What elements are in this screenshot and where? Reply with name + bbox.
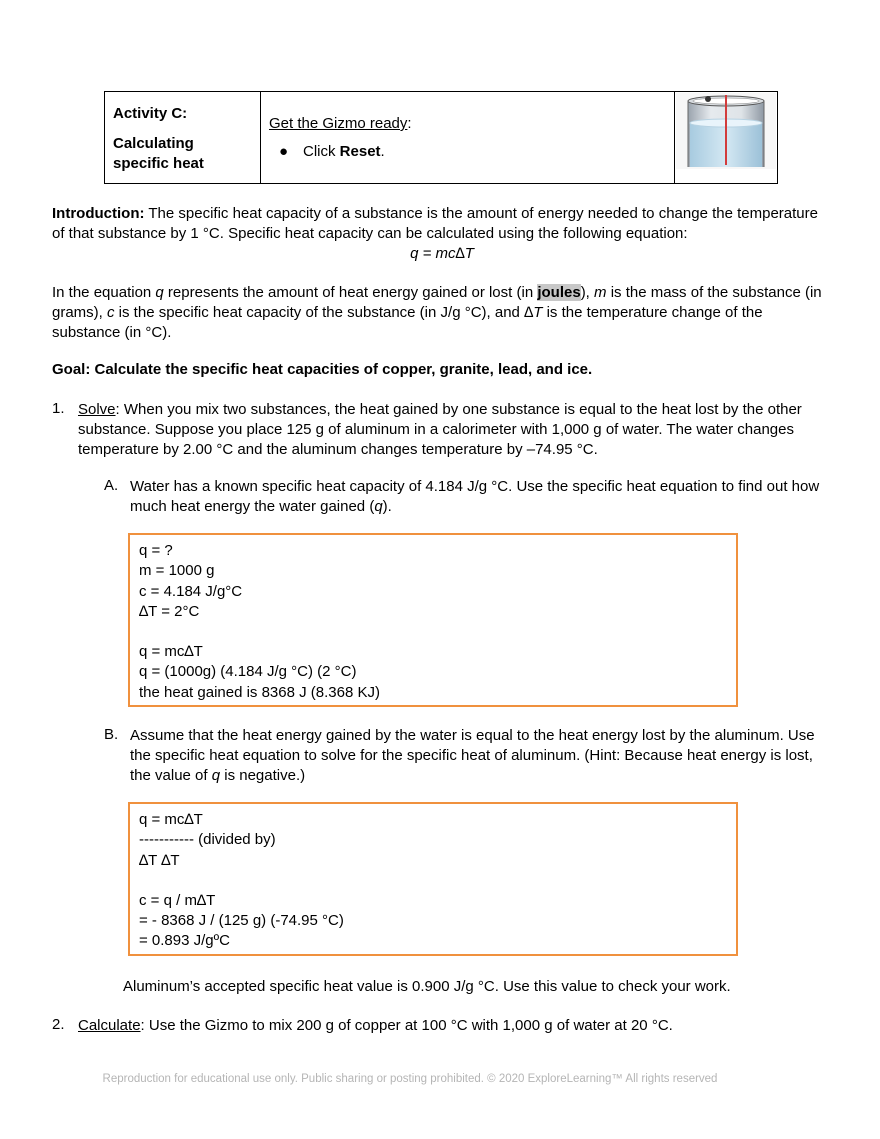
goal-statement: Goal: Calculate the specific heat capacities of copper, granite, lead, and ice. <box>52 361 593 378</box>
answer-line: = - 8368 J / (125 g) (-74.95 °C) <box>139 912 344 930</box>
var-delta-t: ∆T <box>524 304 543 321</box>
bullet-suffix: . <box>380 143 385 160</box>
q1a-body <box>130 477 830 517</box>
q1b-body <box>130 726 830 786</box>
q1-number: 1. <box>52 400 65 417</box>
bullet-dot-icon: ● <box>279 143 289 160</box>
expl-text-2: represents the amount of heat energy gained or lost (in <box>163 284 538 301</box>
q1-body <box>78 400 838 460</box>
introduction-paragraph <box>52 204 832 264</box>
q1b-text-1: Assume that the heat energy gained by the water is equal to the heat energy lost by the aluminum. Use the specific heat equation to solve for the specific heat of aluminum. (Hint: Because heat energy is lost, the value of <box>130 727 815 784</box>
answer-line: = 0.893 J/gºC <box>139 932 230 950</box>
activity-title-line1: Calculating <box>113 135 194 152</box>
q2-label: Calculate <box>78 1017 141 1034</box>
calorimeter-image-cell <box>675 92 777 183</box>
answer-line: ∆T ∆T <box>139 851 180 869</box>
q1-text: : When you mix two substances, the heat gained by one substance is equal to the heat lost by the other substance. Suppose you place 125 g of aluminum in a calorimeter with 1,000 g of water. The water changes temperature by 2.00 °C and the aluminum changes temperature by –74.95 °C. <box>78 401 802 458</box>
equation <box>52 244 832 264</box>
answer-blank-line <box>139 871 727 891</box>
q1a-var-q: q <box>374 498 383 515</box>
activity-prep-cell <box>261 92 675 183</box>
prep-bullet <box>269 142 666 162</box>
answer-line: the heat gained is 8368 J (8.368 KJ) <box>139 683 380 701</box>
activity-title-line2: specific heat <box>113 155 204 172</box>
expl-text-3: ), <box>580 284 595 301</box>
prep-heading-row <box>269 114 666 134</box>
q1b-var-q: q <box>211 767 221 784</box>
q1b-answer-box[interactable] <box>128 802 738 956</box>
answer-line: ∆T = 2°C <box>139 602 200 620</box>
bullet-prefix: Click <box>303 143 340 160</box>
activity-header-table <box>104 91 778 184</box>
reset-keyword: Reset <box>339 143 381 160</box>
calorimeter-icon <box>676 93 776 169</box>
activity-label: Activity C: <box>113 105 188 122</box>
equation-explanation <box>52 283 832 343</box>
aluminum-note: Aluminum’s accepted specific heat value is 0.900 J/g °C. Use this value to check your work. <box>123 978 731 995</box>
expl-text-6: is the temperature change of the substance (in °C). <box>52 304 763 341</box>
q1-label: Solve <box>78 401 116 418</box>
q1a-text-2: ). <box>382 498 392 515</box>
q2-body <box>78 1016 838 1036</box>
q1b-letter: B. <box>104 726 119 743</box>
var-m: m <box>594 284 607 301</box>
answer-line: ----------- (divided by) <box>139 831 276 849</box>
answer-line: c = 4.184 J/g°C <box>139 582 243 600</box>
answer-line: q = mc∆T <box>139 811 203 828</box>
footer-copyright: Reproduction for educational use only. Public sharing or posting prohibited. © 2020 ExploreLearning™ All rights reserved <box>102 1073 718 1085</box>
equation-text: q = mc∆T <box>410 245 474 262</box>
answer-line: q = ? <box>139 542 173 559</box>
expl-text-1: In the equation <box>52 284 156 301</box>
answer-line: q = mc∆T <box>139 643 203 661</box>
q1a-answer-box[interactable] <box>128 533 738 707</box>
intro-label: Introduction: <box>52 205 145 222</box>
joules-highlight: joules <box>537 284 581 301</box>
intro-text: The specific heat capacity of a substance is the amount of energy needed to change the temperature of that substance by 1 °C. Specific heat capacity can be calculated using the following equation: <box>52 205 818 242</box>
q2-number: 2. <box>52 1016 65 1033</box>
activity-title-cell <box>105 92 261 183</box>
q2-text: : Use the Gizmo to mix 200 g of copper at 100 °C with 1,000 g of water at 20 °C. <box>140 1017 673 1034</box>
prep-heading: Get the Gizmo ready <box>269 115 408 132</box>
answer-blank-line <box>139 622 727 642</box>
answer-line: q = (1000g) (4.184 J/g °C) (2 °C) <box>139 663 357 681</box>
q1a-text-1: Water has a known specific heat capacity of 4.184 J/g °C. Use the specific heat equation to find out how much heat energy the water gained ( <box>130 478 820 515</box>
answer-line: m = 1000 g <box>139 562 215 580</box>
q1a-letter: A. <box>104 477 119 494</box>
expl-text-4: is the mass of the substance (in grams), <box>52 284 822 321</box>
expl-text-5: is the specific heat capacity of the substance (in J/g °C), and <box>114 304 525 321</box>
q1b-text-2: is negative.) <box>220 767 306 784</box>
answer-line: c = q / m∆T <box>139 891 216 909</box>
var-c: c <box>107 304 115 321</box>
var-q: q <box>155 284 164 301</box>
prep-heading-colon: : <box>407 115 412 132</box>
